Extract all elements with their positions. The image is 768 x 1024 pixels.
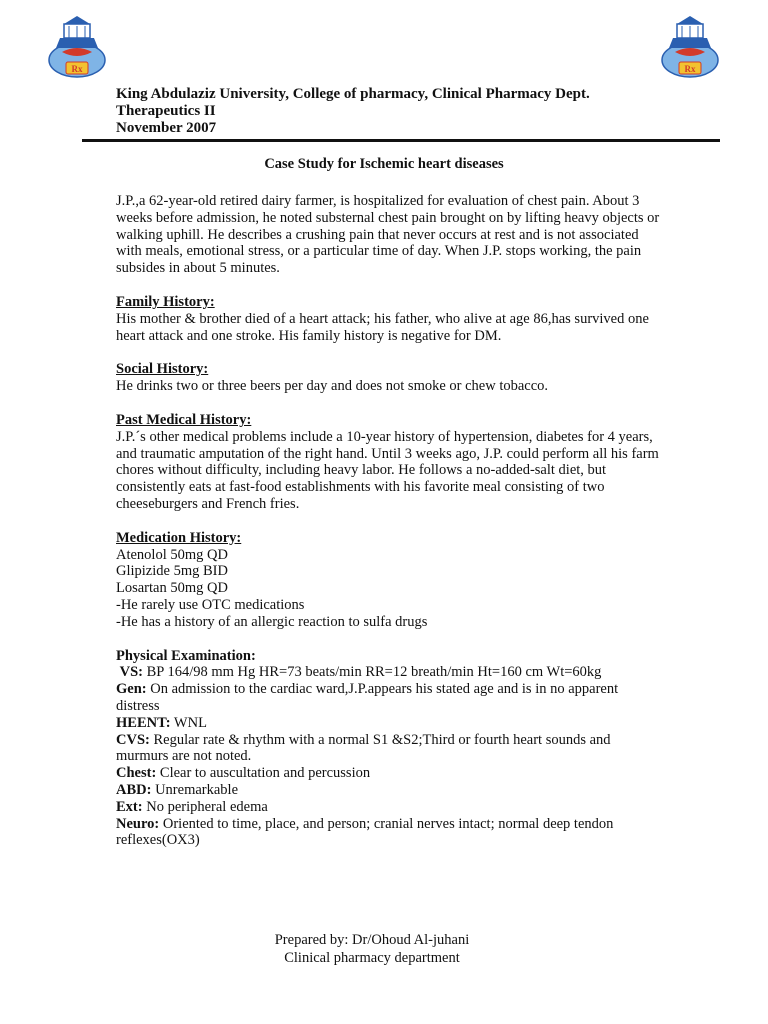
exam-heent xyxy=(116,715,661,732)
exam-label: CVS: xyxy=(116,731,150,748)
document-header xyxy=(116,86,590,137)
exam-value: Regular rate & rhythm with a normal S1 &S2;Third or fourth heart sounds and murmurs are not noted. xyxy=(116,731,611,765)
past-medical-history-text: J.P.´s other medical problems include a 10-year history of hypertension, diabetes for 4 years, and traumatic amputation of the right hand. Until 3 weeks ago, J.P. could perform all his farm chores without difficulty, including heavy labor. He follows a no-added-salt diet, but consistently eats at fast-food establishments with his favorite meal consisting of two cheeseburgers and French fries. xyxy=(116,428,659,512)
exam-value: Clear to auscultation and percussion xyxy=(159,765,371,782)
exam-value: Oriented to time, place, and person; cranial nerves intact; normal deep tendon reflexes(OX3) xyxy=(116,815,614,849)
exam-chest xyxy=(116,765,661,782)
exam-label: Neuro: xyxy=(116,815,160,832)
family-history-text: His mother & brother died of a heart attack; his father, who alive at age 86,has survived one heart attack and one stroke. His family history is negative for DM. xyxy=(116,310,649,344)
case-intro: J.P.,a 62-year-old retired dairy farmer, is hospitalized for evaluation of chest pain. About 3 weeks before admission, he noted substernal chest pain brought on by lifting heavy objects or walking uphill. He describes a crushing pain that never occurs at rest and is not associated with meals, emotional stress, or a particular time of day. When J.P. stops working, the pain subsides in about 5 minutes. xyxy=(116,193,660,277)
page-title: Case Study for Ischemic heart diseases xyxy=(264,156,504,172)
course-line: Therapeutics II xyxy=(116,103,216,119)
exam-abd xyxy=(116,782,661,799)
department-line: Clinical pharmacy department xyxy=(284,950,460,966)
exam-label: Chest: xyxy=(116,765,157,782)
header-divider xyxy=(82,139,720,142)
svg-text:Rx: Rx xyxy=(71,64,83,74)
social-history-heading: Social History: xyxy=(116,361,209,378)
social-history-text: He drinks two or three beers per day and does not smoke or chew tobacco. xyxy=(116,378,549,395)
university-logo-right xyxy=(655,14,725,84)
exam-value: On admission to the cardiac ward,J.P.appears his stated age and is in no apparent distress xyxy=(116,681,619,714)
institution-line: King Abdulaziz University, College of pharmacy, Clinical Pharmacy Dept. xyxy=(116,86,590,102)
medication-line: Losartan 50mg QD xyxy=(116,580,228,597)
case-body xyxy=(116,193,661,849)
exam-value: WNL xyxy=(173,714,207,731)
past-medical-history-heading: Past Medical History: xyxy=(116,411,252,428)
exam-value: No peripheral edema xyxy=(146,798,268,815)
exam-label: Ext: xyxy=(116,798,143,815)
exam-vs xyxy=(116,664,661,681)
exam-ext xyxy=(116,799,661,816)
medication-history-heading: Medication History: xyxy=(116,529,242,546)
exam-label: HEENT: xyxy=(116,714,171,731)
medication-line: -He rarely use OTC medications xyxy=(116,596,305,613)
family-history-heading: Family History: xyxy=(116,293,215,310)
document-footer xyxy=(0,931,744,967)
exam-value: BP 164/98 mm Hg HR=73 beats/min RR=12 breath/min Ht=160 cm Wt=60kg xyxy=(146,664,602,681)
exam-value: Unremarkable xyxy=(155,781,239,798)
exam-label: VS: xyxy=(119,664,143,681)
physical-exam-heading: Physical Examination: xyxy=(116,647,256,664)
exam-label: ABD: xyxy=(116,781,152,798)
exam-neuro xyxy=(116,816,661,850)
exam-label: Gen: xyxy=(116,681,147,698)
medication-line: Atenolol 50mg QD xyxy=(116,546,228,563)
date-line: November 2007 xyxy=(116,120,217,136)
exam-cvs xyxy=(116,732,661,766)
svg-text:Rx: Rx xyxy=(684,64,696,74)
university-logo-left xyxy=(42,14,112,84)
exam-gen xyxy=(116,681,661,715)
medication-line: Glipizide 5mg BID xyxy=(116,563,228,580)
prepared-by: Prepared by: Dr/Ohoud Al-juhani xyxy=(274,932,470,948)
medication-line: -He has a history of an allergic reaction to sulfa drugs xyxy=(116,613,428,630)
